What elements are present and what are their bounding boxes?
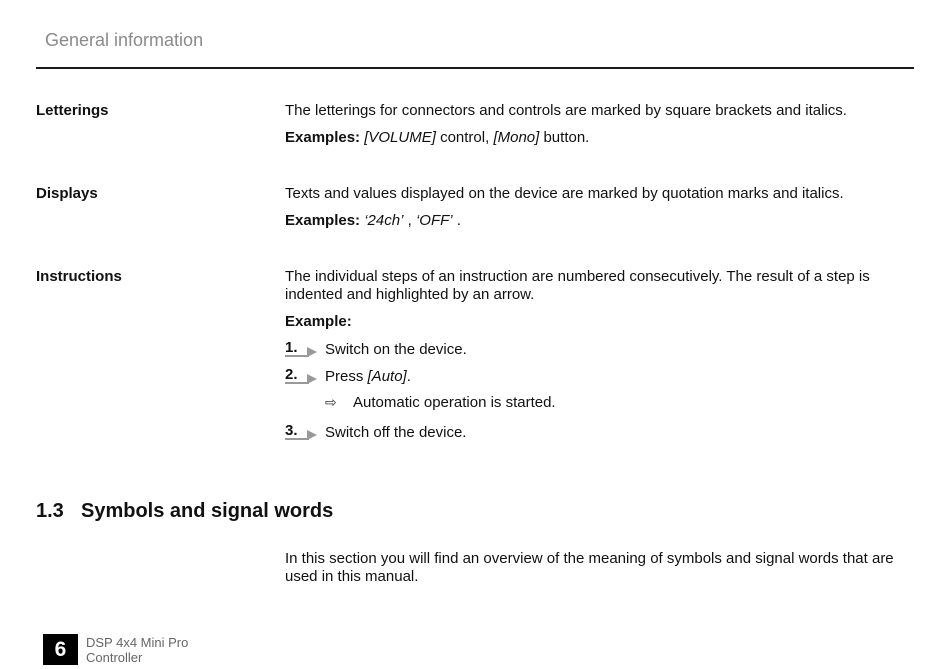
- step-text-part: Press: [325, 367, 368, 385]
- page-header-title: General information: [45, 30, 204, 50]
- step-result: [325, 394, 556, 411]
- step-text: Switch off the device.: [325, 423, 467, 441]
- letterings-text: The letterings for connectors and controls are marked by square brackets and italics.: [285, 102, 847, 119]
- displays-example-label: Examples:: [285, 212, 361, 229]
- section-content: [285, 550, 905, 586]
- letterings-label: Letterings: [36, 102, 109, 119]
- displays-content: [285, 185, 905, 230]
- example-text: ,: [403, 212, 416, 229]
- section-title: Symbols and signal words: [81, 500, 334, 522]
- section-heading: [36, 500, 333, 523]
- instructions-example-label: [285, 313, 905, 331]
- example-volume: [VOLUME]: [364, 129, 436, 146]
- step-text-italic: [Auto]: [367, 367, 407, 385]
- step-number-text: 3.: [285, 422, 298, 439]
- instructions-text: The individual steps of an instruction are numbered consecutively. The result of a step is indented and highlighted by an arrow.: [285, 268, 870, 303]
- letterings-content: [285, 102, 905, 147]
- instructions-label: Instructions: [36, 268, 122, 285]
- footer-product-line: DSP 4x4 Mini Pro: [86, 635, 189, 650]
- example-text: button.: [539, 129, 590, 146]
- example-label-text: Example:: [285, 313, 352, 330]
- instruction-step: [285, 339, 467, 359]
- example-text: .: [452, 212, 461, 229]
- step-number: [285, 366, 325, 386]
- displays-text: Texts and values displayed on the device are marked by quotation marks and italics.: [285, 185, 844, 202]
- step-text-part: .: [406, 367, 411, 385]
- example-text: control,: [435, 129, 494, 146]
- instruction-step: [285, 422, 466, 442]
- displays-label: Displays: [36, 185, 98, 202]
- header-divider: [36, 67, 914, 69]
- example-off: ‘OFF’: [415, 212, 453, 229]
- result-arrow-icon: ⇨: [325, 394, 337, 410]
- footer-product-line: Controller: [86, 650, 143, 665]
- letterings-example: [285, 129, 905, 147]
- step-number-text: 2.: [285, 366, 298, 383]
- section-text: In this section you will find an overview of the meaning of symbols and signal words that are used in this manual.: [285, 550, 894, 585]
- step-number: [285, 422, 325, 442]
- letterings-example-label: Examples:: [285, 129, 361, 146]
- section-number: 1.3: [36, 500, 64, 522]
- example-mono: [Mono]: [493, 129, 540, 146]
- example-24ch: ‘24ch’: [364, 212, 404, 229]
- instructions-content: [285, 268, 905, 331]
- step-text: Switch on the device.: [325, 340, 467, 358]
- step-number-text: 1.: [285, 339, 298, 356]
- page-number-badge: 6: [43, 634, 78, 665]
- footer-product: [86, 635, 188, 665]
- step-number: [285, 339, 325, 359]
- step-text: [325, 368, 411, 385]
- displays-example: [285, 212, 905, 230]
- result-text: Automatic operation is started.: [353, 394, 556, 411]
- instruction-step: [285, 366, 411, 386]
